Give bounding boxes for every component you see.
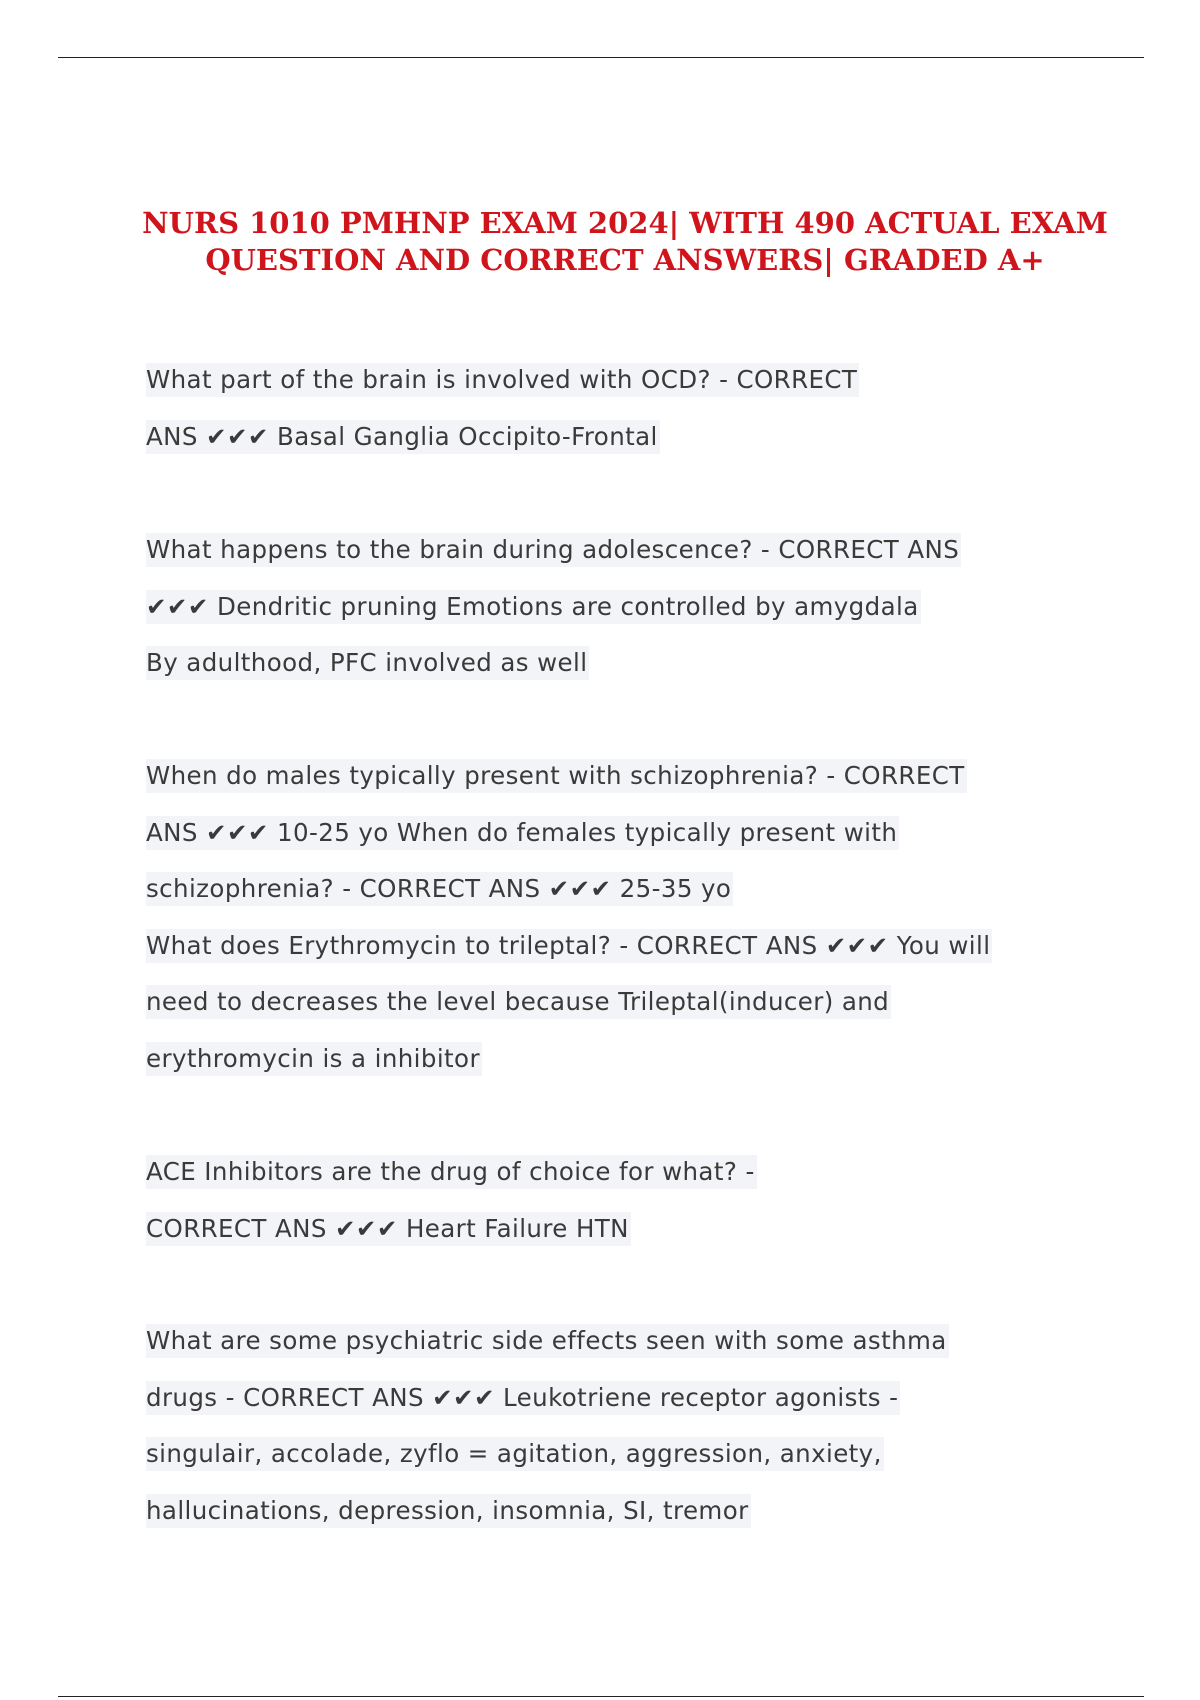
qa-line: ANS ✔✔✔ Basal Ganglia Occipito-Frontal	[146, 420, 660, 454]
qa-line: need to decreases the level because Trileptal(inducer) and	[146, 985, 891, 1019]
document-title	[100, 205, 1150, 279]
qa-block-ocd	[146, 363, 859, 454]
qa-line: What happens to the brain during adolescence? - CORRECT ANS	[146, 533, 961, 567]
bottom-rule	[58, 1696, 1144, 1697]
qa-line: When do males typically present with schizophrenia? - CORRECT	[146, 759, 967, 793]
qa-block-adolescence	[146, 533, 961, 680]
qa-line: erythromycin is a inhibitor	[146, 1042, 482, 1076]
qa-line: schizophrenia? - CORRECT ANS ✔✔✔ 25-35 yo	[146, 872, 733, 906]
qa-line: What does Erythromycin to trileptal? - CORRECT ANS ✔✔✔ You will	[146, 929, 992, 963]
qa-line: ✔✔✔ Dendritic pruning Emotions are controlled by amygdala	[146, 590, 921, 624]
qa-block-asthma-drugs	[146, 1324, 949, 1528]
qa-block-schizophrenia-erythromycin	[146, 759, 992, 1076]
qa-line: What are some psychiatric side effects seen with some asthma	[146, 1324, 949, 1358]
qa-line: singulair, accolade, zyflo = agitation, aggression, anxiety,	[146, 1437, 884, 1471]
qa-line: ANS ✔✔✔ 10-25 yo When do females typically present with	[146, 816, 899, 850]
title-line-1: NURS 1010 PMHNP EXAM 2024| WITH 490 ACTUAL EXAM	[142, 206, 1108, 240]
title-line-2: QUESTION AND CORRECT ANSWERS| GRADED A+	[205, 243, 1045, 277]
qa-line: What part of the brain is involved with OCD? - CORRECT	[146, 363, 859, 397]
qa-block-ace-inhibitors	[146, 1155, 757, 1246]
qa-line: ACE Inhibitors are the drug of choice for what? -	[146, 1155, 757, 1189]
qa-line: By adulthood, PFC involved as well	[146, 646, 589, 680]
qa-line: CORRECT ANS ✔✔✔ Heart Failure HTN	[146, 1212, 631, 1246]
qa-line: drugs - CORRECT ANS ✔✔✔ Leukotriene receptor agonists -	[146, 1381, 900, 1415]
top-rule	[58, 57, 1144, 58]
qa-line: hallucinations, depression, insomnia, SI, tremor	[146, 1494, 751, 1528]
